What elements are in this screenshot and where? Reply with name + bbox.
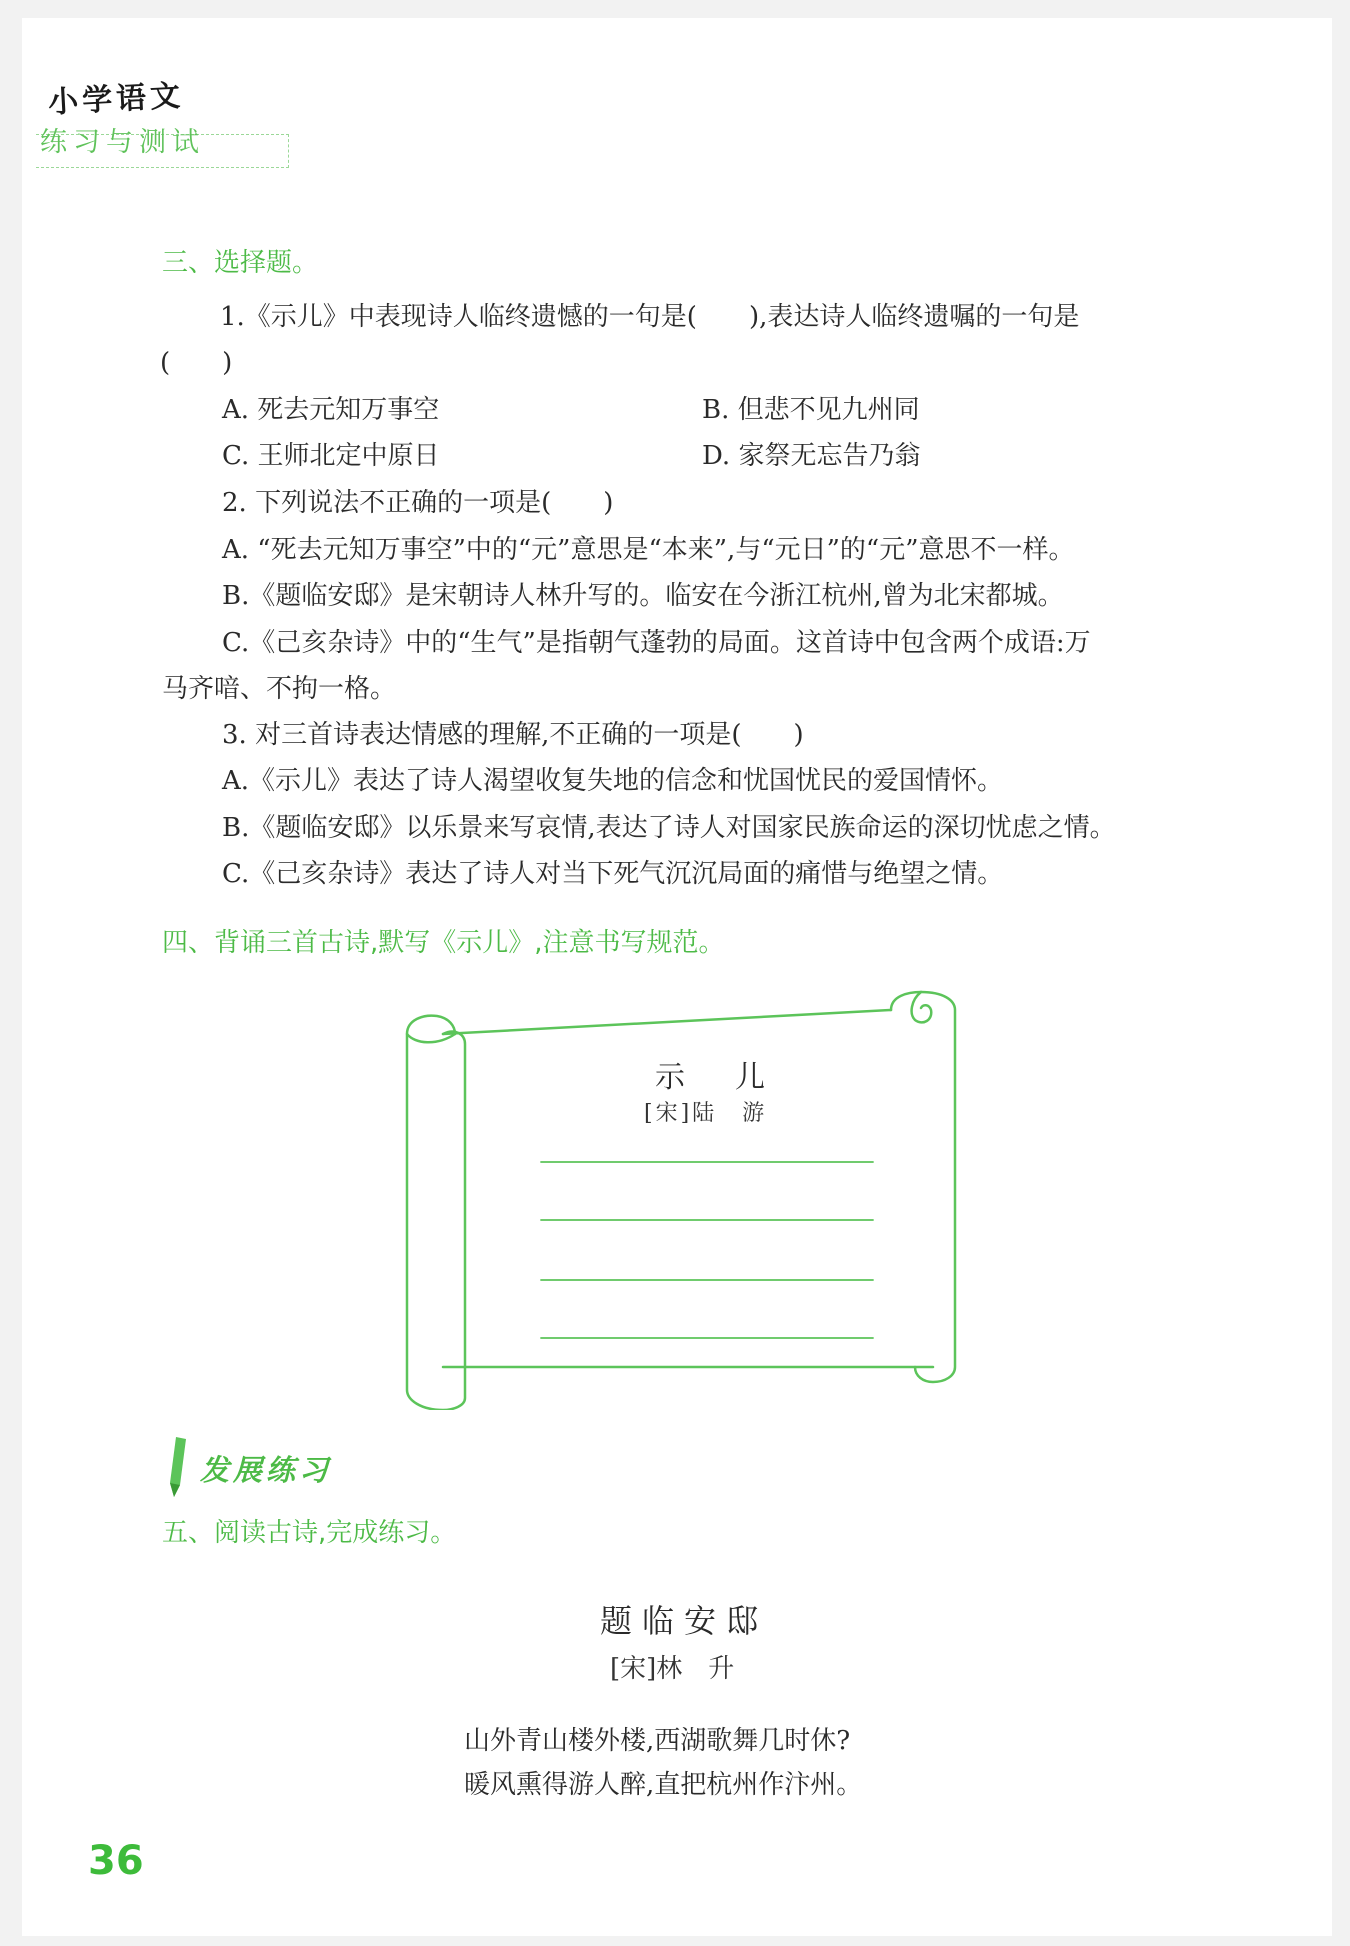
q1-option-c: C. 王师北定中原日 [222, 441, 440, 471]
scroll-top-edge [443, 1010, 891, 1034]
scroll-left-curl [407, 1034, 455, 1042]
q3-stem: 3. 对三首诗表达情感的理解,不正确的一项是( ) [222, 720, 804, 750]
q1-option-b: B. 但悲不见九州同 [702, 395, 920, 425]
section-5-heading: 五、阅读古诗,完成练习。 [162, 1518, 457, 1548]
poem-line-2: 暖风熏得游人醉,直把杭州作汴州。 [464, 1770, 863, 1800]
section-3-heading: 三、选择题。 [162, 248, 319, 278]
q3-option-c: C.《己亥杂诗》表达了诗人对当下死气沉沉局面的痛惜与绝望之情。 [222, 859, 1004, 889]
q1-option-a: A. 死去元知万事空 [222, 395, 440, 425]
q2-option-b: B.《题临安邸》是宋朝诗人林升写的。临安在今浙江杭州,曾为北宋都城。 [222, 581, 1064, 611]
book-series-title: 小学语文 [47, 78, 186, 121]
page-number: 36 [88, 1838, 144, 1884]
q2-option-a: A. “死去元知万事空”中的“元”意思是“本来”,与“元日”的“元”意思不一样。 [222, 535, 1075, 565]
q3-option-b: B.《题临安邸》以乐景来写哀情,表达了诗人对国家民族命运的深切忧虑之情。 [222, 813, 1116, 843]
scroll-right-curl [912, 992, 932, 1022]
book-subtitle: 练习与测试 [40, 127, 205, 158]
scroll-poem-title: 示 儿 [655, 1060, 775, 1095]
pencil-icon [162, 1435, 194, 1499]
q2-option-c-line1: C.《己亥杂诗》中的“生气”是指朝气蓬勃的局面。这首诗中包含两个成语:万 [222, 628, 1091, 658]
q2-stem: 2. 下列说法不正确的一项是( ) [222, 488, 614, 518]
section-4-heading: 四、背诵三首古诗,默写《示儿》,注意书写规范。 [162, 928, 725, 958]
q1-answer-blank[interactable]: ( ) [160, 348, 233, 378]
develop-exercises-label: 发展练习 [200, 1453, 333, 1487]
scroll-left-roll [407, 1016, 465, 1410]
scroll-poem-author: [宋]陆 游 [644, 1101, 768, 1126]
q2-option-c-line2: 马齐喑、不拘一格。 [162, 674, 397, 704]
poem-line-1: 山外青山楼外楼,西湖歌舞几时休? [464, 1726, 851, 1756]
poem-title: 题临安邸 [600, 1602, 769, 1640]
q3-option-a: A.《示儿》表达了诗人渴望收复失地的信念和忧国忧民的爱国情怀。 [222, 766, 1004, 796]
scroll-right-roll [891, 992, 955, 1382]
poem-author: [宋]林 升 [610, 1654, 735, 1684]
q1-option-d: D. 家祭无忘告乃翁 [702, 441, 921, 471]
q1-stem: 1.《示儿》中表现诗人临终遗憾的一句是( ),表达诗人临终遗嘱的一句是 [220, 302, 1080, 332]
